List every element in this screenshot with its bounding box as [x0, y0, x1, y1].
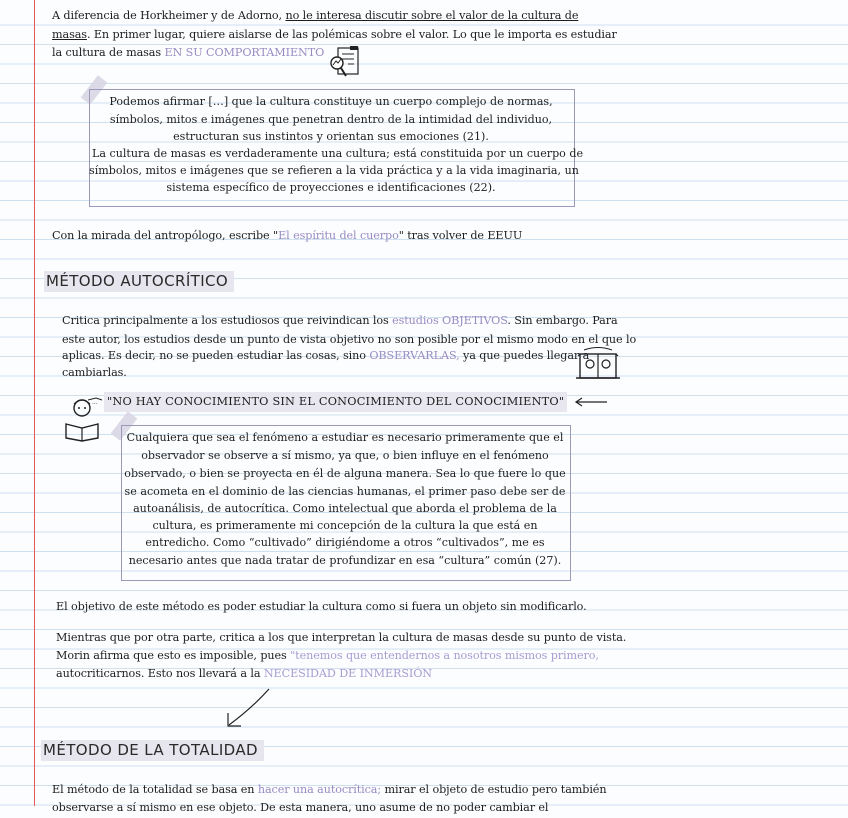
quote2-line: cultura, es primeramente mi concepción de la cultura la que está en — [152, 519, 538, 532]
anthropologist-line — [52, 226, 522, 246]
quote2-line: se acometa en el dominio de las ciencias humanas, el primer paso debe ser de — [124, 485, 566, 498]
intro-line-1 — [52, 6, 578, 26]
highlight-observarlas: OBSERVARLAS, — [369, 349, 460, 362]
highlight-quote: "tenemos que entendernos a nosotros mismos primero, — [290, 649, 599, 662]
quote2-line: observador se observe a sí mismo, ya que, o bien influye en el fenómeno — [141, 449, 549, 462]
thinking-reader-icon — [58, 394, 106, 442]
arrow-down-left-icon — [222, 686, 274, 730]
highlight-estudios-objetivos: estudios OBJETIVOS — [392, 314, 508, 327]
svg-text:...: ... — [92, 399, 98, 406]
quote2-line: autoanálisis, de autocrítica. Como intelectual que aborda el problema de la — [133, 502, 557, 515]
anthro-text-2: " tras volver de EEUU — [398, 229, 523, 242]
mientras-text-3: autocriticarnos. Esto nos llevará a la — [56, 667, 264, 680]
objetivo-line: El objetivo de este método es poder estudiar la cultura como si fuera un objeto sin modificarlo. — [56, 600, 587, 613]
data-analysis-icon — [326, 44, 362, 80]
quote2-line: observado, o bien se proyecta en él de alguna manera. Sea lo que fuere lo que — [124, 467, 566, 480]
totalidad-text-b: mirar el objeto de estudio pero también — [381, 783, 607, 796]
arrow-left-icon — [573, 396, 609, 408]
intro-line-3 — [52, 43, 324, 63]
margin-line — [34, 0, 35, 806]
critica-line-1 — [62, 311, 618, 331]
quote1-line: estructuran sus instintos y orientan sus emociones (21). — [173, 130, 489, 143]
mientras-line-2 — [56, 646, 599, 666]
quote1-line: Podemos afirmar […] que la cultura constituye un cuerpo complejo de normas, — [109, 95, 553, 108]
critica-text-3: aplicas. Es decir, no se pueden estudiar las cosas, sino — [62, 349, 370, 362]
mientras-line-1: Mientras que por otra parte, critica a los que interpretan la cultura de masas desde su punto de vista. — [56, 631, 627, 644]
motto-quote: "NO HAY CONOCIMIENTO SIN EL CONOCIMIENTO DEL CONOCIMIENTO" — [104, 392, 567, 412]
critica-line-3 — [62, 346, 589, 366]
quote1-line: símbolos, mitos e imágenes que penetran dentro de la intimidad del individuo, — [109, 113, 553, 126]
intro-underlined: no le interesa discutir sobre el valor de la cultura de — [285, 9, 579, 22]
totalidad-text: El método de la totalidad se basa en — [52, 783, 258, 796]
critica-text-3b: ya que puedes llegar a — [459, 349, 590, 362]
heading-metodo-totalidad: MÉTODO DE LA TOTALIDAD — [41, 740, 264, 761]
quote1-line: sistema específico de proyecciones e identificaciones (22). — [166, 181, 496, 194]
critica-text: Critica principalmente a los estudiosos que reivindican los — [62, 314, 393, 327]
quote1-line: La cultura de masas es verdaderamente una cultura; está constituida por un cuerpo de — [92, 147, 584, 160]
highlight-autocritica: hacer una autocrítica; — [257, 783, 382, 796]
intro-text-2: . En primer lugar, quiere aislarse de las polémicas sobre el valor. Lo que le importa es estudiar — [86, 28, 617, 41]
anthro-text: Con la mirada del antropólogo, escribe " — [52, 229, 279, 242]
intro-line-2 — [52, 25, 617, 45]
quote1-line: símbolos, mitos e imágenes que se refieren a la vida práctica y a la vida imaginaria, un — [89, 164, 579, 177]
intro-underlined-2: masas — [52, 28, 87, 41]
highlight-espiritu: El espíritu del cuerpo — [278, 229, 399, 242]
reader-book-icon — [574, 346, 622, 384]
highlight-comportamiento: EN SU COMPORTAMIENTO — [164, 46, 325, 59]
critica-line-4: cambiarlas. — [62, 366, 127, 379]
heading-metodo-autocritico: MÉTODO AUTOCRÍTICO — [44, 271, 234, 292]
critica-line-2: este autor, los estudios desde un punto de vista objetivo no son posible por el mismo modo en el que lo — [62, 333, 637, 346]
quote2-line: Cualquiera que sea el fenómeno a estudiar es necesario primeramente que el — [126, 431, 564, 444]
intro-text-3: la cultura de masas — [52, 46, 165, 59]
highlight-inmersion: NECESIDAD DE INMERSIÓN — [263, 667, 432, 680]
mientras-line-3 — [56, 664, 432, 684]
quote2-line: necesario antes que nada tratar de profundizar en esa “cultura” común (27). — [128, 554, 562, 567]
totalidad-line-1 — [52, 780, 606, 800]
totalidad-line-2: observarse a sí mismo en ese objeto. De esta manera, uno asume de no poder cambiar el — [52, 801, 549, 814]
intro-text: A diferencia de Horkheimer y de Adorno, — [52, 9, 286, 22]
critica-text-b: . Sin embargo. Para — [507, 314, 618, 327]
mientras-text: Morin afirma que esto es imposible, pues — [56, 649, 291, 662]
quote2-line: entredicho. Como “cultivado” dirigiéndome a otros “cultivados”, me es — [145, 536, 545, 549]
